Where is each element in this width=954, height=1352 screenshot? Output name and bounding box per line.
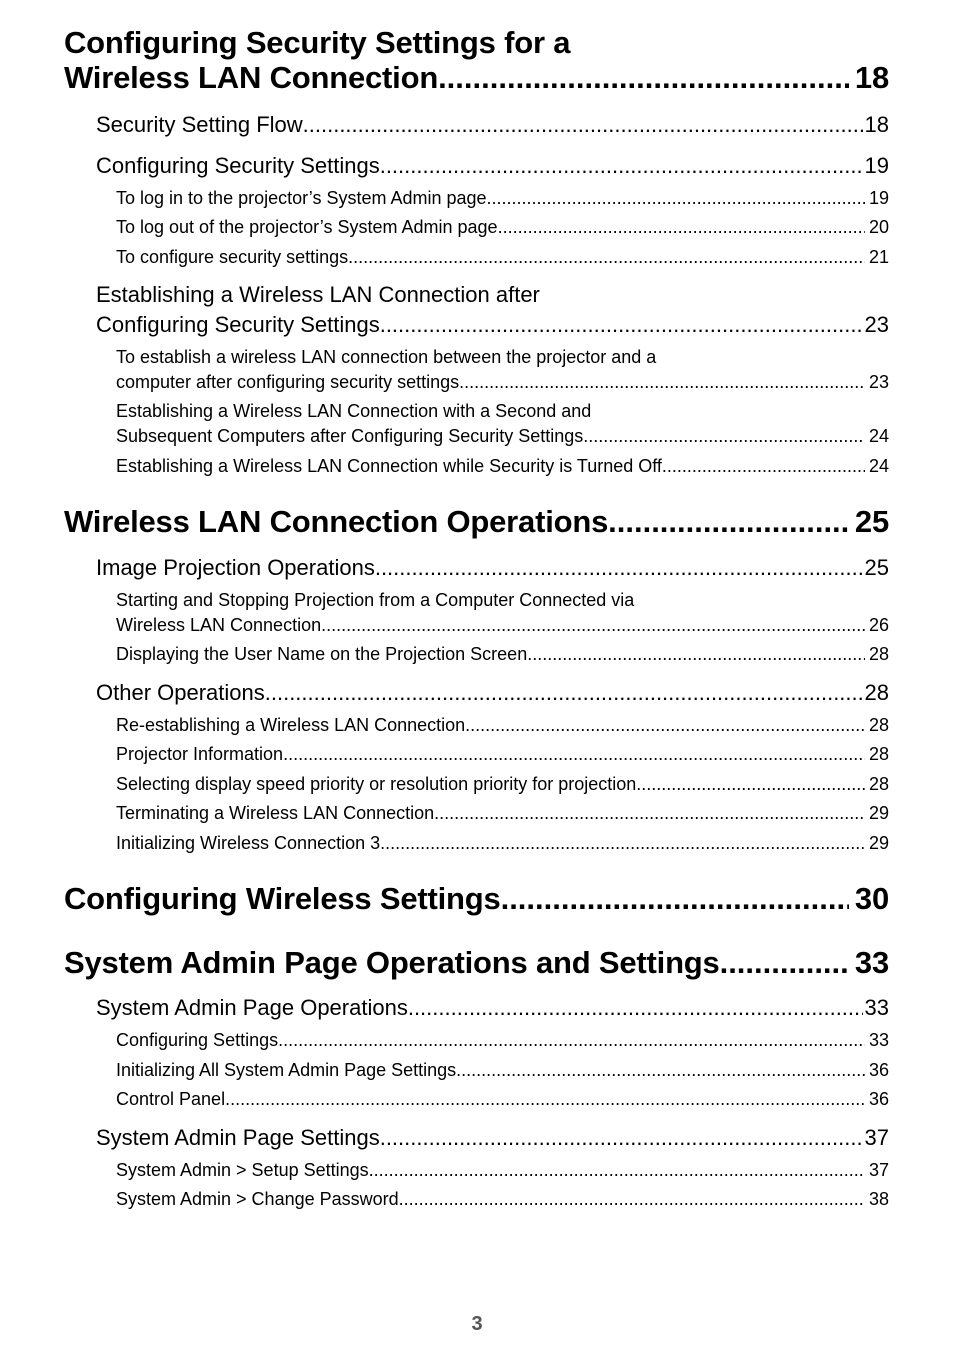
dot-leader xyxy=(375,555,863,581)
toc-entry-title: Other Operations xyxy=(96,680,265,705)
toc-page-number: 38 xyxy=(868,1189,889,1209)
toc-subsection-entry[interactable] xyxy=(116,1189,889,1210)
toc-entry-title: System Admin Page Settings xyxy=(96,1125,380,1150)
toc-subsection-entry[interactable] xyxy=(116,426,889,447)
toc-entry-title: Displaying the User Name on the Projection Screen xyxy=(116,644,528,664)
toc-subsection-entry[interactable] xyxy=(116,803,889,824)
dot-leader xyxy=(283,744,865,765)
toc-entry-title: computer after configuring security settings xyxy=(116,372,460,392)
page-number: 3 xyxy=(471,1313,483,1335)
toc-entry-title: Wireless LAN Connection xyxy=(64,60,439,95)
toc-entry-title: Configuring Settings xyxy=(116,1030,279,1050)
dot-leader xyxy=(498,217,865,238)
toc-page-number: 18 xyxy=(854,60,889,95)
toc-page-number: 24 xyxy=(868,426,889,446)
toc-page-number: 26 xyxy=(868,615,889,635)
toc-entry-title: System Admin Page Operations xyxy=(96,995,408,1020)
dot-leader xyxy=(501,881,849,917)
toc-subsection-entry[interactable] xyxy=(116,1160,889,1181)
dot-leader xyxy=(321,615,865,636)
toc-entry-title: Terminating a Wireless LAN Connection xyxy=(116,803,435,823)
toc-entry-title: Initializing Wireless Connection 3 xyxy=(116,833,381,853)
toc-section-entry[interactable] xyxy=(96,153,889,179)
dot-leader xyxy=(399,1189,865,1210)
dot-leader xyxy=(527,644,865,665)
toc-section-entry[interactable] xyxy=(96,1125,889,1151)
dot-leader xyxy=(662,456,865,477)
toc-page-number: 36 xyxy=(868,1089,889,1109)
toc-page-number: 33 xyxy=(868,1030,889,1050)
toc-page-number: 37 xyxy=(868,1160,889,1180)
toc-page-number: 25 xyxy=(854,504,889,539)
toc-page-number: 18 xyxy=(864,112,889,137)
toc-subsection-entry[interactable] xyxy=(116,1089,889,1110)
toc-entry-title: Subsequent Computers after Configuring Security Settings xyxy=(116,426,584,446)
toc-section-entry[interactable] xyxy=(96,112,889,138)
toc-subsection-entry[interactable] xyxy=(116,217,889,238)
toc-subsection-entry[interactable] xyxy=(116,188,889,209)
toc-page-number: 30 xyxy=(854,881,889,916)
toc-subsection-line1[interactable]: Starting and Stopping Projection from a Computer Connected via xyxy=(116,590,635,610)
toc-page-number: 19 xyxy=(864,153,889,178)
dot-leader xyxy=(265,680,863,706)
dot-leader xyxy=(636,774,865,795)
toc-chapter-line1[interactable]: Configuring Security Settings for a xyxy=(64,25,571,60)
dot-leader xyxy=(380,153,863,179)
toc-entry-title: Configuring Security Settings xyxy=(96,153,380,178)
toc-page-number: 24 xyxy=(868,456,889,476)
toc-chapter-entry[interactable] xyxy=(64,504,889,540)
toc-subsection-entry[interactable] xyxy=(116,247,889,268)
toc-entry-title: To configure security settings xyxy=(116,247,349,267)
toc-entry-title: Wireless LAN Connection xyxy=(116,615,322,635)
toc-page-number: 29 xyxy=(868,833,889,853)
toc-entry-title: Configuring Wireless Settings xyxy=(64,881,501,916)
toc-page-number: 23 xyxy=(868,372,889,392)
dot-leader xyxy=(438,60,849,96)
toc-chapter-entry[interactable] xyxy=(64,945,889,981)
toc-entry-title: To log in to the projector’s System Admin page xyxy=(116,188,487,208)
toc-page-number: 37 xyxy=(864,1125,889,1150)
toc-page-number: 36 xyxy=(868,1060,889,1080)
toc-entry-title: Initializing All System Admin Page Settings xyxy=(116,1060,457,1080)
dot-leader xyxy=(456,1060,865,1081)
toc-section-entry[interactable] xyxy=(96,555,889,581)
toc-entry-title: Security Setting Flow xyxy=(96,112,303,137)
toc-page-number: 29 xyxy=(868,803,889,823)
dot-leader xyxy=(608,504,849,540)
toc-entry-title: Configuring Security Settings xyxy=(96,312,380,337)
dot-leader xyxy=(369,1160,865,1181)
toc-section-entry[interactable] xyxy=(96,680,889,706)
toc-entry-title: Projector Information xyxy=(116,744,284,764)
toc-page-number: 28 xyxy=(868,744,889,764)
toc-page-number: 33 xyxy=(854,945,889,980)
toc-entry-title: System Admin > Setup Settings xyxy=(116,1160,369,1180)
toc-section-entry[interactable] xyxy=(96,312,889,338)
toc-page-number: 19 xyxy=(868,188,889,208)
toc-entry-title: Control Panel xyxy=(116,1089,226,1109)
toc-entry-title: Wireless LAN Connection Operations xyxy=(64,504,609,539)
toc-entry-title: Establishing a Wireless LAN Connection while Security is Turned Off xyxy=(116,456,662,476)
dot-leader xyxy=(278,1030,865,1051)
dot-leader xyxy=(459,372,865,393)
toc-page-number: 25 xyxy=(864,555,889,580)
dot-leader xyxy=(434,803,865,824)
toc-entry-title: Selecting display speed priority or resolution priority for projection xyxy=(116,774,637,794)
toc-subsection-entry[interactable] xyxy=(116,833,889,854)
toc-page-number: 28 xyxy=(868,644,889,664)
toc-chapter-entry[interactable] xyxy=(64,60,889,96)
toc-subsection-entry[interactable] xyxy=(116,774,889,795)
toc-subsection-entry[interactable] xyxy=(116,456,889,477)
toc-page-number: 28 xyxy=(864,680,889,705)
toc-subsection-line1[interactable]: Establishing a Wireless LAN Connection with a Second and xyxy=(116,401,592,421)
dot-leader xyxy=(408,995,863,1021)
toc-subsection-entry[interactable] xyxy=(116,644,889,665)
dot-leader xyxy=(380,312,863,338)
toc-page-number: 28 xyxy=(868,715,889,735)
toc-entry-title: System Admin > Change Password xyxy=(116,1189,399,1209)
dot-leader xyxy=(225,1089,865,1110)
toc-section-entry[interactable] xyxy=(96,995,889,1021)
dot-leader xyxy=(303,112,863,138)
toc-page-number: 28 xyxy=(868,774,889,794)
toc-subsection-entry[interactable] xyxy=(116,1060,889,1081)
toc-page-number: 33 xyxy=(864,995,889,1020)
dot-leader xyxy=(720,945,849,981)
toc-subsection-line1[interactable]: To establish a wireless LAN connection between the projector and a xyxy=(116,347,657,367)
dot-leader xyxy=(348,247,865,268)
dot-leader xyxy=(583,426,865,447)
dot-leader xyxy=(465,715,865,736)
toc-entry-title: To log out of the projector’s System Admin page xyxy=(116,217,498,237)
toc-section-line1[interactable]: Establishing a Wireless LAN Connection after xyxy=(96,282,540,307)
toc-entry-title: Image Projection Operations xyxy=(96,555,375,580)
toc-page-number: 21 xyxy=(868,247,889,267)
toc-page-number: 23 xyxy=(864,312,889,337)
dot-leader xyxy=(380,1125,863,1151)
toc-subsection-entry[interactable] xyxy=(116,1030,889,1051)
toc-entry-title: System Admin Page Operations and Settings xyxy=(64,945,720,980)
toc-page-number: 20 xyxy=(868,217,889,237)
dot-leader xyxy=(487,188,865,209)
dot-leader xyxy=(380,833,865,854)
toc-chapter-entry[interactable] xyxy=(64,881,889,917)
toc-subsection-entry[interactable] xyxy=(116,372,889,393)
toc-entry-title: Re-establishing a Wireless LAN Connection xyxy=(116,715,466,735)
toc-subsection-entry[interactable] xyxy=(116,744,889,765)
toc-subsection-entry[interactable] xyxy=(116,615,889,636)
toc-subsection-entry[interactable] xyxy=(116,715,889,736)
